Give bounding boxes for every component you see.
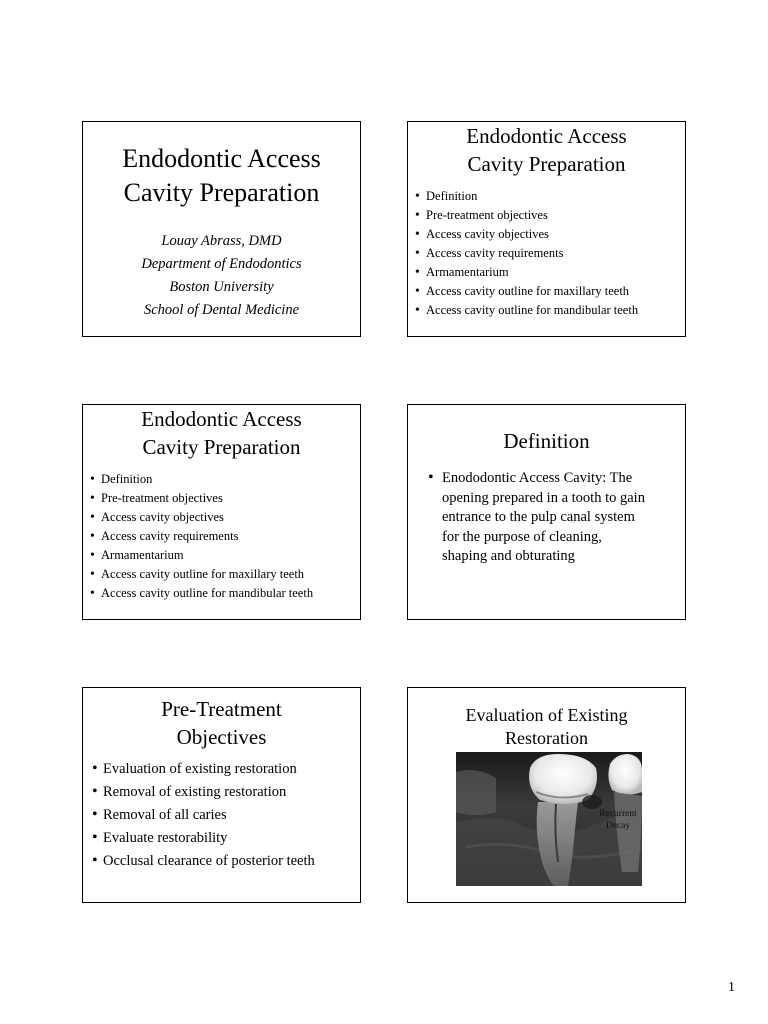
slide-title-heading	[83, 142, 360, 210]
title-line-2: Cavity Preparation	[142, 435, 301, 460]
bullet-icon: •	[428, 469, 434, 487]
page-number: 1	[728, 980, 735, 995]
title-line-2: Restoration	[505, 728, 588, 749]
slide-title	[82, 121, 361, 337]
slide-definition	[407, 404, 686, 620]
definition-line: for the purpose of cleaning,	[442, 528, 602, 545]
author-university: Boston University	[169, 278, 274, 295]
title-line-2: Cavity Preparation	[123, 177, 320, 207]
list-item: • Evaluation of existing restoration	[91, 758, 360, 781]
list-item: • Armamentarium	[414, 263, 685, 282]
slide-pre-treatment	[82, 687, 361, 903]
list-item: • Access cavity objectives	[89, 508, 360, 527]
title-line-1: Evaluation of Existing	[465, 705, 628, 725]
list-item: • Removal of all caries	[91, 804, 360, 827]
list-item: • Access cavity requirements	[89, 527, 360, 546]
definition-line: opening prepared in a tooth to gain	[442, 489, 645, 506]
slide-heading: Definition	[503, 429, 590, 453]
slide-outline-repeat	[82, 404, 361, 620]
list-item: • Armamentarium	[89, 546, 360, 565]
list-item: • Pre-treatment objectives	[89, 489, 360, 508]
slide-existing-restoration	[407, 687, 686, 903]
slide-heading	[83, 695, 360, 752]
definition-line: Enododontic Access Cavity: The	[442, 470, 633, 487]
list-item: • Access cavity outline for mandibular teeth	[414, 301, 685, 320]
title-line-1: Endodontic Access	[122, 144, 321, 173]
slide-heading	[408, 122, 685, 179]
definition-line: entrance to the pulp canal system	[442, 509, 635, 526]
list-item: • Access cavity objectives	[414, 225, 685, 244]
list-item: • Occlusal clearance of posterior teeth	[91, 850, 360, 873]
slide-outline	[407, 121, 686, 337]
title-line-1: Endodontic Access	[466, 124, 627, 148]
title-line-1: Endodontic Access	[141, 407, 302, 431]
definition-line: shaping and obturating	[442, 548, 575, 565]
title-line-2: Objectives	[176, 725, 267, 750]
author-block	[83, 230, 360, 322]
slide-heading	[83, 405, 360, 462]
outline-list	[89, 470, 360, 603]
title-line-2: Cavity Preparation	[467, 152, 626, 177]
list-item: • Access cavity outline for maxillary teeth	[89, 565, 360, 584]
list-item: • Access cavity outline for maxillary teeth	[414, 282, 685, 301]
list-item: • Access cavity requirements	[414, 244, 685, 263]
xray-label	[598, 808, 638, 832]
list-item: • Access cavity outline for mandibular teeth	[89, 584, 360, 603]
xray-image	[456, 752, 642, 886]
slide-heading	[408, 704, 685, 751]
author-school: School of Dental Medicine	[143, 301, 300, 318]
definition-text	[428, 469, 685, 567]
list-item: • Definition	[89, 470, 360, 489]
outline-list	[414, 187, 685, 320]
title-line-1: Pre-Treatment	[161, 697, 282, 721]
xray-label-line: Decay	[605, 821, 631, 831]
objectives-list	[91, 758, 360, 873]
author-name: Louay Abrass, DMD	[161, 232, 282, 249]
list-item: • Definition	[414, 187, 685, 206]
list-item: • Removal of existing restoration	[91, 781, 360, 804]
list-item: • Pre-treatment objectives	[414, 206, 685, 225]
list-item: • Evaluate restorability	[91, 827, 360, 850]
xray-label-line: Recurrent	[599, 809, 637, 819]
author-department: Department of Endodontics	[141, 255, 302, 272]
